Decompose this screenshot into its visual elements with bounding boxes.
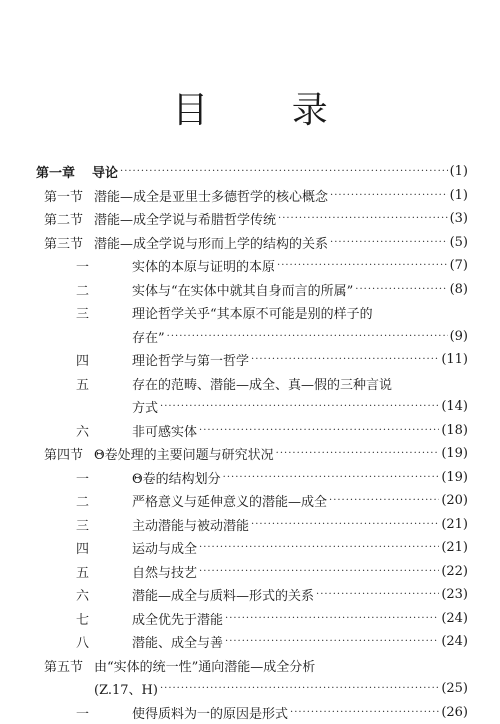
toc-entry-number: 七: [72, 609, 132, 628]
toc-entry[interactable]: [36, 536, 468, 560]
toc-entry-page: (8): [450, 282, 468, 297]
toc-entry[interactable]: [36, 254, 468, 278]
toc-entry[interactable]: [36, 607, 468, 631]
dot-leader: [225, 613, 439, 624]
dot-leader: [120, 166, 448, 177]
toc-entry-title: 严格意义与延伸意义的潜能—成全: [132, 491, 327, 510]
toc-entry[interactable]: [36, 654, 468, 678]
toc-entry-number: 一: [72, 256, 132, 275]
toc-entry[interactable]: [36, 231, 468, 255]
toc-entry-title: 实体与“在实体中就其自身而言的所属”: [132, 280, 353, 299]
dot-leader: [329, 495, 439, 506]
toc-entry-number: 第三节: [44, 233, 94, 252]
toc-entry-title: 潜能—成全与质料—形式的关系: [132, 585, 314, 604]
toc-entry[interactable]: [36, 325, 468, 349]
toc-entry-number: 四: [72, 538, 132, 557]
toc-entry-number: 三: [72, 303, 132, 322]
toc-entry-page: (9): [450, 329, 468, 344]
toc-entry-page: (1): [450, 188, 468, 203]
toc-entry-number: 一: [72, 703, 132, 722]
toc-entry-number: 六: [72, 585, 132, 604]
toc-entry-page: (26): [441, 705, 468, 720]
toc-entry-title: Θ卷处理的主要问题与研究状况: [94, 444, 274, 463]
toc-entry[interactable]: [36, 701, 468, 724]
toc-entry-title: (Z.17、H): [94, 679, 158, 698]
toc-entry[interactable]: [36, 466, 468, 490]
toc-entry-title: 存在的范畴、潜能—成全、真—假的三种言说: [132, 374, 392, 393]
dot-leader: [316, 589, 439, 600]
dot-leader: [160, 683, 439, 694]
toc-entry[interactable]: [36, 489, 468, 513]
toc-entry-title: 理论哲学与第一哲学: [132, 350, 249, 369]
toc-entry-page: (3): [450, 211, 468, 226]
dot-leader: [330, 237, 448, 248]
toc-entry[interactable]: [36, 630, 468, 654]
toc-entry-page: (21): [441, 540, 468, 555]
dot-leader: [277, 260, 448, 271]
toc-entry-page: (21): [441, 517, 468, 532]
toc-entry[interactable]: [36, 513, 468, 537]
toc-entry-number: 第一节: [44, 186, 94, 205]
toc-entry-title: 潜能—成全学说与希腊哲学传统: [94, 209, 276, 228]
toc-entry-page: (25): [441, 681, 468, 696]
toc-entry-title: 方式: [132, 397, 158, 416]
toc-entry[interactable]: [36, 560, 468, 584]
toc-entry-number: 五: [72, 374, 132, 393]
dot-leader: [251, 519, 439, 530]
toc-entry[interactable]: [36, 348, 468, 372]
toc-entry[interactable]: [36, 278, 468, 302]
toc-entry-page: (11): [441, 352, 468, 367]
toc-entry-number: 三: [72, 515, 132, 534]
page-title: 目 录: [0, 82, 500, 133]
toc-entry[interactable]: [36, 395, 468, 419]
toc-entry-number: 八: [72, 632, 132, 651]
toc-entry-title: 主动潜能与被动潜能: [132, 515, 249, 534]
toc-entry-title: 潜能—成全是亚里士多德哲学的核心概念: [94, 186, 328, 205]
dot-leader: [199, 542, 439, 553]
dot-leader: [355, 284, 447, 295]
toc-entry-page: (14): [441, 399, 468, 414]
dot-leader: [330, 190, 448, 201]
toc-entry-number: 五: [72, 562, 132, 581]
dot-leader: [199, 566, 439, 577]
toc-entry-title: 潜能—成全学说与形而上学的结构的关系: [94, 233, 328, 252]
toc-entry[interactable]: [36, 372, 468, 396]
toc-entry-title: 自然与技艺: [132, 562, 197, 581]
toc-entry-number: 二: [72, 280, 132, 299]
toc-entry[interactable]: [36, 184, 468, 208]
toc-entry-title: 非可感实体: [132, 421, 197, 440]
toc-entry-page: (22): [441, 564, 468, 579]
dot-leader: [199, 425, 439, 436]
toc-entry-title: 实体的本原与证明的本原: [132, 256, 275, 275]
toc-entry-page: (7): [450, 258, 468, 273]
toc-entry-number: 第四节: [44, 444, 94, 463]
toc-entry-number: 四: [72, 350, 132, 369]
toc-entry[interactable]: [36, 160, 468, 184]
toc-entry-number: 第一章: [36, 162, 92, 181]
dot-leader: [251, 354, 439, 365]
toc-entry-page: (20): [441, 493, 468, 508]
toc-entry[interactable]: [36, 301, 468, 325]
toc-entry-number: 一: [72, 468, 132, 487]
toc-entry-number: 第二节: [44, 209, 94, 228]
toc-entry-title: 运动与成全: [132, 538, 197, 557]
toc-entry-title: Θ卷的结构划分: [132, 468, 221, 487]
toc-entry-title: 使得质料为一的原因是形式: [132, 703, 288, 722]
toc-entry-title: 理论哲学关乎“其本原不可能是别的样子的: [132, 303, 373, 322]
toc-entry[interactable]: [36, 583, 468, 607]
toc-entry[interactable]: [36, 442, 468, 466]
toc-entry-page: (23): [441, 587, 468, 602]
dot-leader: [160, 401, 439, 412]
toc-entry-page: (18): [441, 423, 468, 438]
dot-leader: [225, 636, 439, 647]
table-of-contents: [36, 160, 468, 724]
dot-leader: [167, 331, 448, 342]
toc-entry[interactable]: [36, 677, 468, 701]
dot-leader: [278, 213, 448, 224]
toc-entry-title: 导论: [92, 162, 118, 181]
toc-entry-number: 第五节: [44, 656, 94, 675]
dot-leader: [276, 448, 440, 459]
toc-entry-page: (5): [450, 235, 468, 250]
dot-leader: [223, 472, 440, 483]
dot-leader: [290, 707, 439, 718]
toc-entry-title: 存在”: [132, 327, 165, 346]
toc-entry-page: (1): [450, 164, 468, 179]
toc-entry-page: (24): [441, 611, 468, 626]
toc-entry-page: (19): [441, 446, 468, 461]
toc-entry-page: (19): [441, 470, 468, 485]
toc-entry-number: 二: [72, 491, 132, 510]
toc-entry[interactable]: [36, 419, 468, 443]
toc-entry[interactable]: [36, 207, 468, 231]
toc-entry-page: (24): [441, 634, 468, 649]
toc-entry-title: 成全优先于潜能: [132, 609, 223, 628]
toc-entry-title: 潜能、成全与善: [132, 632, 223, 651]
toc-entry-number: 六: [72, 421, 132, 440]
toc-entry-title: 由“实体的统一性”通向潜能—成全分析: [94, 656, 315, 675]
